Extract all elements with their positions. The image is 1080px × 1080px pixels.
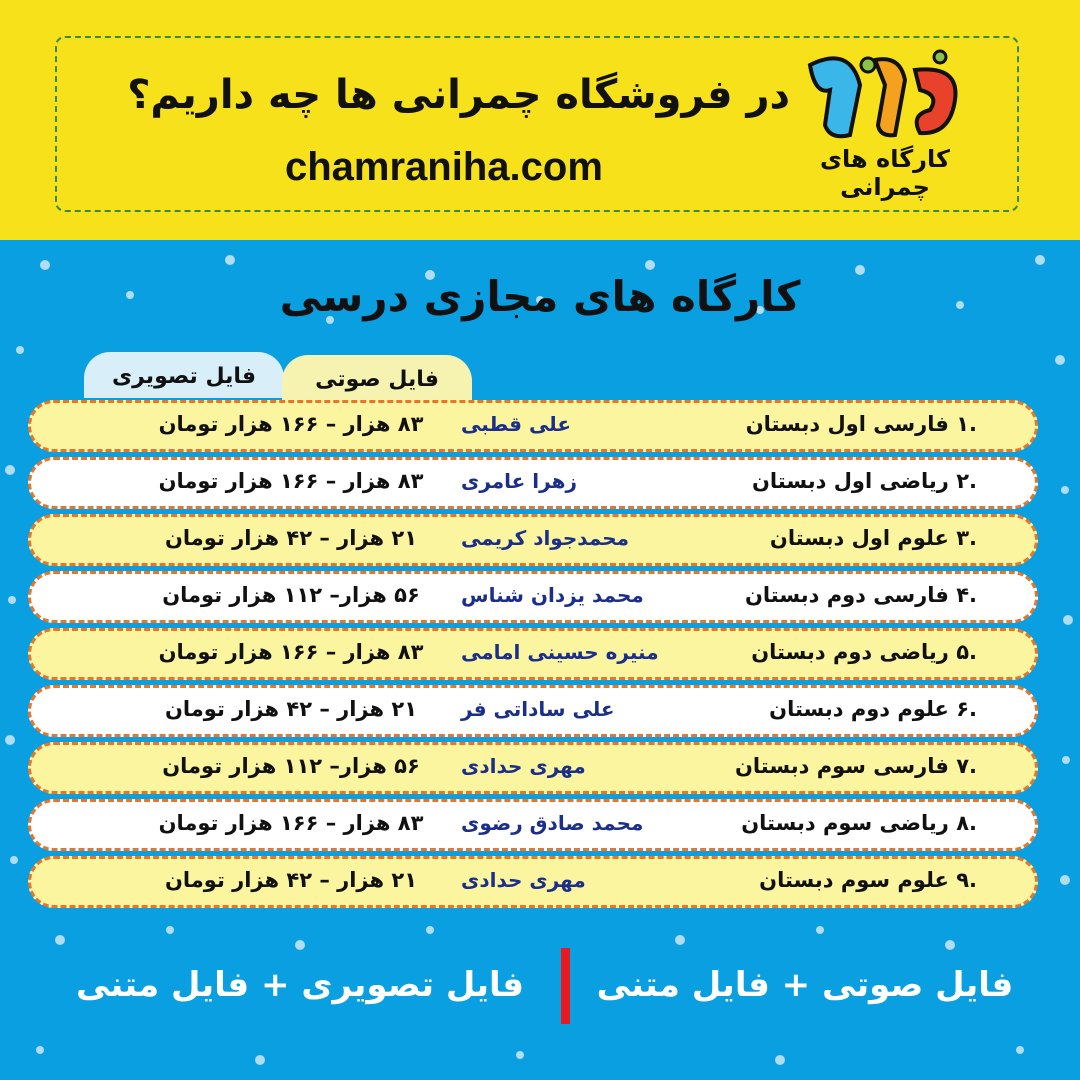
price-range: ۵۶ هزار– ۱۱۲ هزار تومان (162, 754, 420, 778)
footer-audio-text-label: فایل صوتی + فایل متنی (596, 965, 1014, 1005)
subject-label: .۵ ریاضی دوم دبستان (751, 640, 977, 664)
price-range: ۸۳ هزار – ۱۶۶ هزار تومان (158, 412, 424, 436)
teacher-name: مهری حدادی (461, 868, 586, 892)
footer-divider (561, 948, 570, 1024)
footer-image-text-label: فایل تصویری + فایل متنی (76, 965, 524, 1005)
list-item[interactable] (28, 571, 1038, 623)
subject-label: .۶ علوم دوم دبستان (769, 697, 977, 721)
list-item[interactable] (28, 685, 1038, 737)
teacher-name: علی قطبی (461, 412, 571, 436)
subject-label: .۸ ریاضی سوم دبستان (741, 811, 977, 835)
list-item[interactable] (28, 799, 1038, 851)
list-item[interactable] (28, 514, 1038, 566)
teacher-name: علی ساداتی فر (461, 697, 615, 721)
list-item[interactable] (28, 400, 1038, 452)
teacher-name: محمد یزدان شناس (461, 583, 644, 607)
subject-label: .۴ فارسی دوم دبستان (744, 583, 977, 607)
tab-audio-file[interactable]: فایل صوتی (282, 355, 472, 401)
price-range: ۲۱ هزار – ۴۲ هزار تومان (164, 868, 418, 892)
price-range: ۵۶ هزار– ۱۱۲ هزار تومان (162, 583, 420, 607)
list-item[interactable] (28, 856, 1038, 908)
list-item[interactable] (28, 742, 1038, 794)
tab-image-file[interactable]: فایل تصویری (84, 352, 284, 398)
website-url[interactable]: chamraniha.com (285, 145, 603, 189)
subject-label: .۱ فارسی اول دبستان (745, 412, 977, 436)
price-range: ۸۳ هزار – ۱۶۶ هزار تومان (158, 811, 424, 835)
headline: در فروشگاه چمرانی ها چه داریم؟ (127, 72, 790, 118)
subject-label: .۷ فارسی سوم دبستان (735, 754, 977, 778)
price-range: ۲۱ هزار – ۴۲ هزار تومان (164, 697, 418, 721)
subject-label: .۹ علوم سوم دبستان (759, 868, 977, 892)
subject-label: .۲ ریاضی اول دبستان (751, 469, 977, 493)
subject-label: .۳ علوم اول دبستان (769, 526, 977, 550)
teacher-name: زهرا عامری (461, 469, 577, 493)
list-item[interactable] (28, 457, 1038, 509)
logo (790, 45, 980, 210)
teacher-name: مهری حدادی (461, 754, 586, 778)
price-range: ۲۱ هزار – ۴۲ هزار تومان (164, 526, 418, 550)
logo-mark-icon (790, 45, 980, 145)
header-band (0, 0, 1080, 240)
section-title: کارگاه های مجازی درسی (279, 272, 801, 321)
teacher-name: محمدجواد کریمی (461, 526, 630, 550)
price-range: ۸۳ هزار – ۱۶۶ هزار تومان (158, 640, 424, 664)
workshop-list (28, 400, 1038, 913)
logo-text: کارگاه های چمرانی (820, 145, 950, 201)
list-item[interactable] (28, 628, 1038, 680)
teacher-name: منیره حسینی امامی (461, 640, 659, 664)
price-range: ۸۳ هزار – ۱۶۶ هزار تومان (158, 469, 424, 493)
teacher-name: محمد صادق رضوی (461, 811, 644, 835)
